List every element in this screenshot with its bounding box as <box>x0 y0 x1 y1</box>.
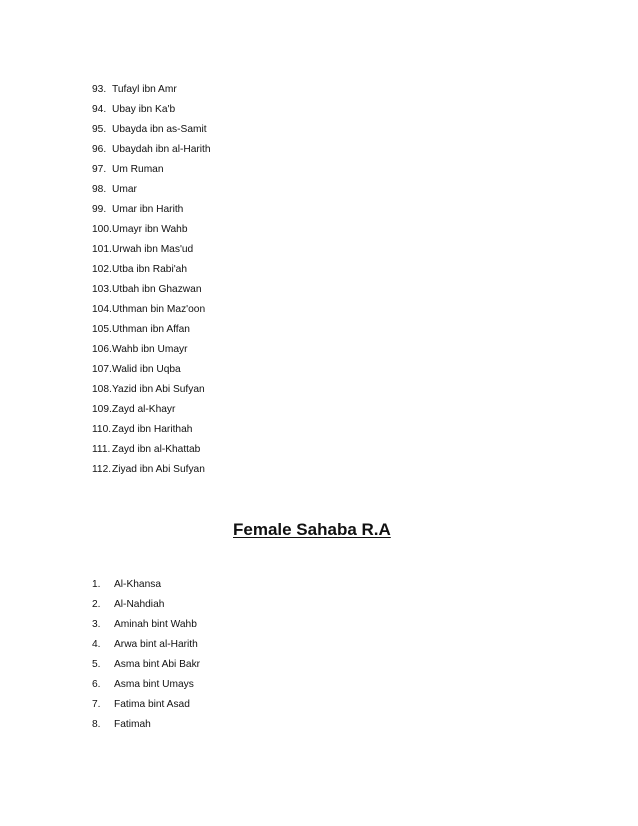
item-name: Um Ruman <box>112 164 164 175</box>
list-item <box>92 83 572 103</box>
list-item <box>92 143 572 163</box>
item-number: 97. <box>92 164 107 175</box>
item-name: Aminah bint Wahb <box>114 619 197 630</box>
list-item <box>92 343 572 363</box>
item-name: Zayd ibn al-Khattab <box>112 444 201 455</box>
item-number: 102. <box>92 264 112 275</box>
item-name: Ubay ibn Ka'b <box>112 104 176 115</box>
item-name: Ubayda ibn as-Samit <box>112 124 207 135</box>
list-item <box>92 363 572 383</box>
item-number: 100. <box>92 224 112 235</box>
item-name: Ziyad ibn Abi Sufyan <box>112 464 205 475</box>
item-number: 8. <box>92 719 101 730</box>
item-name: Asma bint Abi Bakr <box>114 659 201 670</box>
item-name: Uthman ibn Affan <box>112 324 190 335</box>
item-number: 112. <box>92 464 112 475</box>
list-item <box>92 638 572 658</box>
item-name: Arwa bint al-Harith <box>114 639 198 650</box>
item-number: 107. <box>92 364 112 375</box>
item-number: 105. <box>92 324 112 335</box>
item-name: Urwah ibn Mas'ud <box>112 244 194 255</box>
item-name: Yazid ibn Abi Sufyan <box>112 384 205 395</box>
item-name: Al-Khansa <box>114 579 162 590</box>
list-item <box>92 323 572 343</box>
item-number: 3. <box>92 619 101 630</box>
item-name: Tufayl ibn Amr <box>112 84 177 95</box>
list-item <box>92 718 572 738</box>
list-item <box>92 243 572 263</box>
list-item <box>92 463 572 483</box>
list-item <box>92 223 572 243</box>
item-number: 4. <box>92 639 101 650</box>
list-item <box>92 578 572 598</box>
item-name: Zayd al-Khayr <box>112 404 176 415</box>
list-item <box>92 443 572 463</box>
section-heading: Female Sahaba R.A <box>233 520 391 539</box>
male-sahaba-list <box>92 83 572 483</box>
item-name: Umar <box>112 184 137 195</box>
item-number: 7. <box>92 699 101 710</box>
item-number: 110. <box>92 424 112 435</box>
item-name: Al-Nahdiah <box>114 599 165 610</box>
item-number: 109. <box>92 404 112 415</box>
item-number: 103. <box>92 284 112 295</box>
item-number: 96. <box>92 144 107 155</box>
list-item <box>92 123 572 143</box>
item-number: 111. <box>92 444 111 455</box>
item-number: 101. <box>92 244 112 255</box>
item-number: 95. <box>92 124 107 135</box>
list-item <box>92 423 572 443</box>
item-number: 108. <box>92 384 112 395</box>
list-item <box>92 618 572 638</box>
item-number: 99. <box>92 204 107 215</box>
list-item <box>92 303 572 323</box>
list-item <box>92 263 572 283</box>
item-name: Utba ibn Rabi'ah <box>112 264 188 275</box>
item-name: Ubaydah ibn al-Harith <box>112 144 211 155</box>
female-sahaba-list <box>92 578 572 738</box>
list-item <box>92 383 572 403</box>
list-item <box>92 678 572 698</box>
list-item <box>92 658 572 678</box>
item-number: 6. <box>92 679 101 690</box>
list-item <box>92 403 572 423</box>
list-item <box>92 183 572 203</box>
item-number: 104. <box>92 304 112 315</box>
item-number: 5. <box>92 659 101 670</box>
list-item <box>92 203 572 223</box>
item-name: Utbah ibn Ghazwan <box>112 284 202 295</box>
list-item <box>92 598 572 618</box>
item-number: 1. <box>92 579 101 590</box>
item-name: Uthman bin Maz'oon <box>112 304 206 315</box>
item-name: Fatima bint Asad <box>114 699 190 710</box>
item-number: 94. <box>92 104 107 115</box>
item-number: 93. <box>92 84 107 95</box>
item-number: 2. <box>92 599 101 610</box>
item-name: Asma bint Umays <box>114 679 194 690</box>
item-number: 106. <box>92 344 112 355</box>
item-name: Zayd ibn Harithah <box>112 424 193 435</box>
list-item <box>92 698 572 718</box>
item-number: 98. <box>92 184 107 195</box>
item-name: Walid ibn Uqba <box>112 364 181 375</box>
item-name: Fatimah <box>114 719 151 730</box>
item-name: Umayr ibn Wahb <box>112 224 188 235</box>
item-name: Wahb ibn Umayr <box>112 344 188 355</box>
list-item <box>92 163 572 183</box>
item-name: Umar ibn Harith <box>112 204 184 215</box>
list-item <box>92 283 572 303</box>
list-item <box>92 103 572 123</box>
